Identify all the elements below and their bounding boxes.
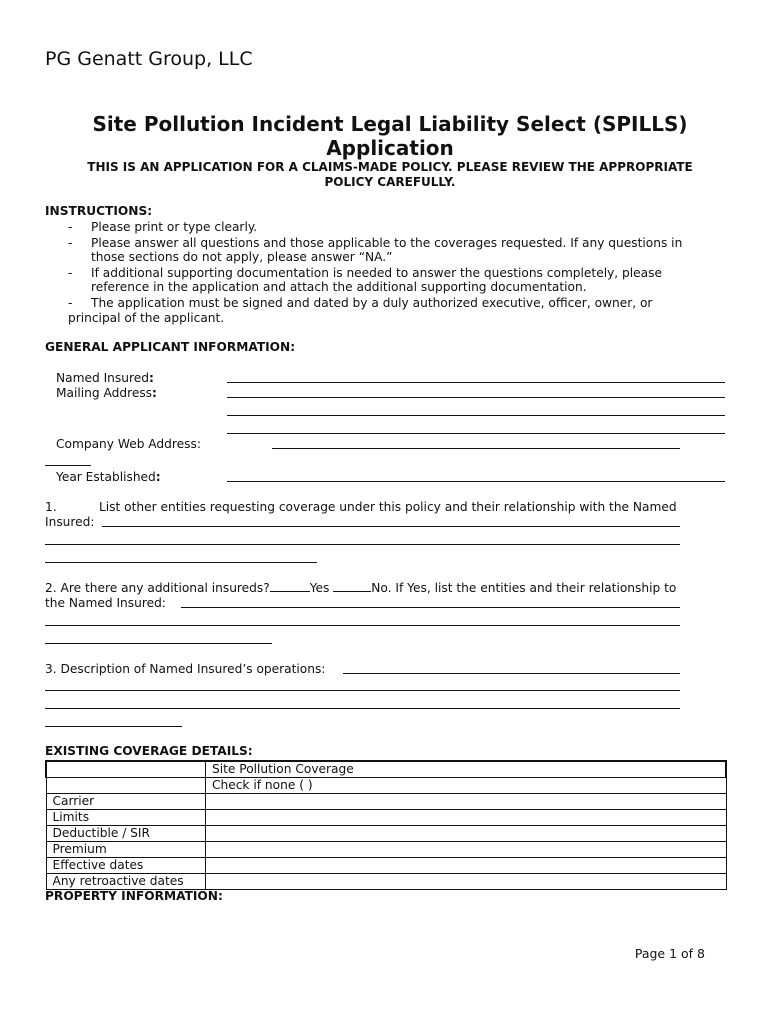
instruction-item-cont: those sections do not apply, please answer “NA.” [91,250,393,264]
named-insured-label: Named Insured: [56,371,154,385]
instruction-item: If additional supporting documentation is needed to answer the questions completely, please [91,266,662,280]
subtitle-line1: THIS IS AN APPLICATION FOR A CLAIMS-MADE POLICY. PLEASE REVIEW THE APPROPRIATE [87,160,693,174]
table-row [46,778,726,794]
coverage-heading: EXISTING COVERAGE DETAILS: [45,744,253,758]
q3-answer-line-3[interactable] [45,708,680,709]
general-heading: GENERAL APPLICANT INFORMATION: [45,340,296,354]
web-address-field-cont[interactable] [45,465,91,466]
premium-value[interactable] [206,842,727,858]
form-title-line2: Application [326,136,454,160]
table-row [46,858,726,874]
instruction-item-cont: principal of the applicant. [68,311,225,325]
table-cell [46,778,206,794]
q1-answer-line-3[interactable] [45,562,317,563]
q2-answer-line[interactable] [181,607,680,608]
form-subtitle [40,160,740,190]
table-cell [46,761,206,778]
q3-answer-line[interactable] [343,673,680,674]
retroactive-dates-value[interactable] [206,874,727,890]
row-label: Limits [46,810,206,826]
table-row [46,826,726,842]
table-row [46,761,726,778]
q2-answer-line-2[interactable] [45,625,680,626]
row-label: Any retroactive dates [46,874,206,890]
instruction-bullet: - [68,220,73,234]
row-label: Premium [46,842,206,858]
instruction-bullet: - [68,236,73,250]
coverage-table [45,760,727,890]
row-label: Carrier [46,794,206,810]
web-address-label: Company Web Address: [56,437,201,451]
q2-no-label: No. If Yes, list the entities and their relationship to [371,581,677,595]
q2-answer-line-3[interactable] [45,643,272,644]
instruction-item: Please answer all questions and those applicable to the coverages requested. If any questions in [91,236,683,250]
carrier-value[interactable] [206,794,727,810]
q2-text [45,581,676,596]
mailing-address-field-3[interactable] [227,433,725,434]
table-row [46,810,726,826]
coverage-column-header: Site Pollution Coverage [206,761,727,778]
row-label: Effective dates [46,858,206,874]
table-row [46,794,726,810]
q2-no-blank[interactable] [333,581,371,592]
q1-text-cont: Insured: [45,515,95,529]
deductible-value[interactable] [206,826,727,842]
instruction-bullet: - [68,296,73,310]
q1-number: 1. [45,500,57,514]
mailing-address-field[interactable] [227,397,725,398]
check-if-none[interactable]: Check if none ( ) [206,778,727,794]
effective-dates-value[interactable] [206,858,727,874]
web-address-field[interactable] [272,448,680,449]
mailing-address-field-2[interactable] [227,415,725,416]
q2-question: 2. Are there any additional insureds? [45,581,270,595]
mailing-address-label: Mailing Address: [56,386,157,400]
named-insured-field[interactable] [227,382,725,383]
instruction-bullet: - [68,266,73,280]
table-row [46,842,726,858]
q1-answer-line-2[interactable] [45,544,680,545]
instruction-item-cont: reference in the application and attach the additional supporting documentation. [91,280,587,294]
subtitle-line2: POLICY CAREFULLY. [324,175,456,189]
year-established-field[interactable] [227,481,725,482]
q2-yes-label: Yes [309,581,330,595]
instruction-item: Please print or type clearly. [91,220,258,234]
q1-text: List other entities requesting coverage under this policy and their relationship with the Named [99,500,677,514]
form-title: Site Pollution Incident Legal Liability Select (SPILLS) [92,112,688,136]
row-label: Deductible / SIR [46,826,206,842]
q1-answer-line[interactable] [102,526,680,527]
property-heading: PROPERTY INFORMATION: [45,889,223,903]
q2-text-cont: the Named Insured: [45,596,166,610]
limits-value[interactable] [206,810,727,826]
instructions-heading: INSTRUCTIONS: [45,204,153,218]
q3-answer-line-4[interactable] [45,726,182,727]
q3-answer-line-2[interactable] [45,690,680,691]
q2-yes-blank[interactable] [270,581,310,592]
company-name: PG Genatt Group, LLC [45,48,253,70]
instruction-item: The application must be signed and dated by a duly authorized executive, officer, owner, or [91,296,653,310]
page-number: Page 1 of 8 [634,946,705,961]
year-established-label: Year Established: [56,470,161,484]
table-row [46,874,726,890]
q3-text: 3. Description of Named Insured’s operations: [45,662,326,676]
